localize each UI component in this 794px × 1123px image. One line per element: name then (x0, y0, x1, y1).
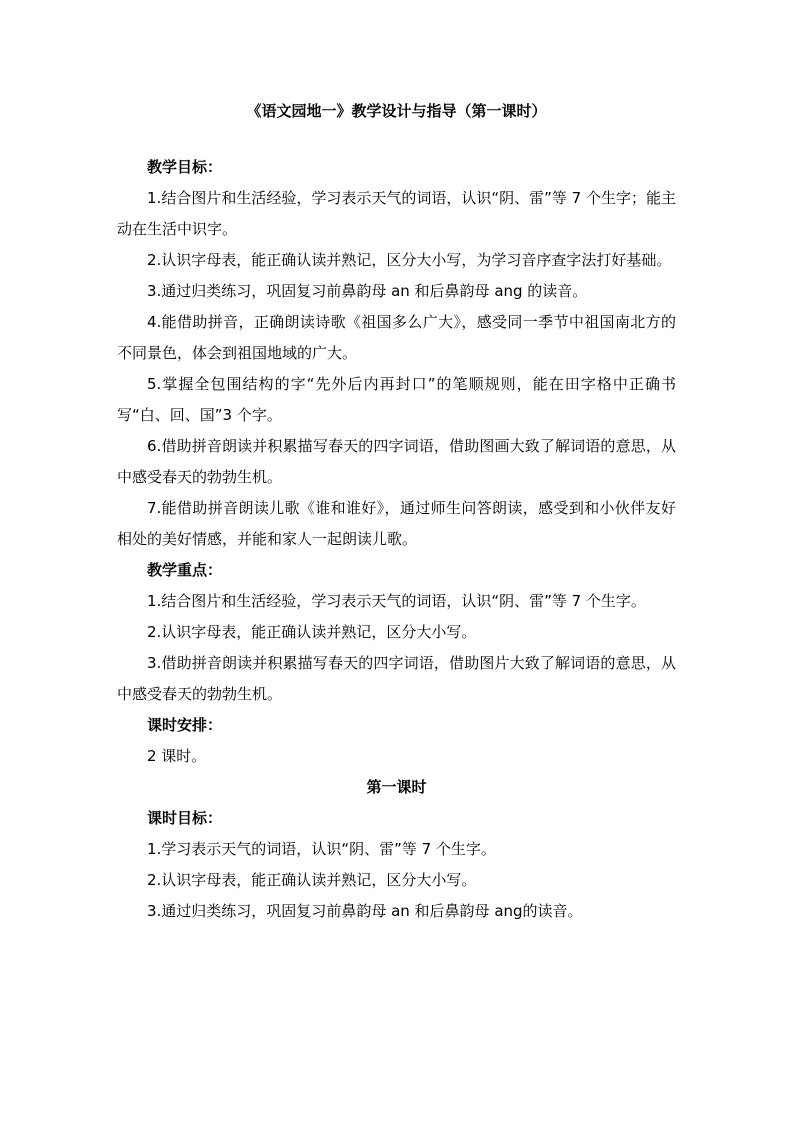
key-point-item: 3.借助拼音朗读并积累描写春天的四字词语，借助图片大致了解词语的意思，从中感受春天的勃勃生机。 (117, 654, 676, 703)
key-point-item: 2.认识字母表，能正确认读并熟记，区分大小写。 (147, 623, 477, 641)
lesson-goal-item: 2.认识字母表，能正确认读并熟记，区分大小写。 (147, 871, 477, 889)
key-points-heading: 教学重点： (147, 561, 223, 579)
goal-item: 1.结合图片和生活经验，学习表示天气的词语，认识“阴、雷”等 7 个生字；能主动在生活中识字。 (117, 189, 676, 238)
key-point-item: 1.结合图片和生活经验，学习表示天气的词语，认识“阴、雷”等 7 个生字。 (147, 592, 646, 610)
goal-item: 2.认识字母表，能正确认读并熟记，区分大小写，为学习音序查字法打好基础。 (147, 251, 672, 269)
schedule-heading: 课时安排： (147, 716, 223, 734)
goal-item: 3.通过归类练习，巩固复习前鼻韵母 an 和后鼻韵母 ang 的读音。 (147, 282, 588, 300)
goal-item: 5.掌握全包围结构的字“先外后内再封口”的笔顺规则，能在田字格中正确书写“白、回、国”3 个字。 (117, 375, 676, 424)
goal-item: 6.借助拼音朗读并积累描写春天的四字词语，借助图画大致了解词语的意思，从中感受春天的勃勃生机。 (117, 437, 676, 486)
lesson-goal-item: 3.通过归类练习，巩固复习前鼻韵母 an 和后鼻韵母 ang的读音。 (147, 902, 583, 920)
goal-item: 4.能借助拼音，正确朗读诗歌《祖国多么广大》，感受同一季节中祖国南北方的不同景色，体会到祖国地域的广大。 (117, 313, 676, 362)
schedule-text: 2 课时。 (147, 747, 207, 765)
lesson-heading: 第一课时 (366, 778, 427, 796)
document-title: 《语文园地一》教学设计与指导（第一课时） (246, 102, 547, 120)
lesson-goal-item: 1.学习表示天气的词语，认识“阴、雷”等 7 个生字。 (147, 840, 496, 858)
goal-item: 7.能借助拼音朗读儿歌《谁和谁好》，通过师生问答朗读，感受到和小伙伴友好相处的美好情感，并能和家人一起朗读儿歌。 (117, 499, 676, 548)
lesson-goals-heading: 课时目标： (147, 809, 223, 827)
goals-heading: 教学目标： (147, 158, 223, 176)
